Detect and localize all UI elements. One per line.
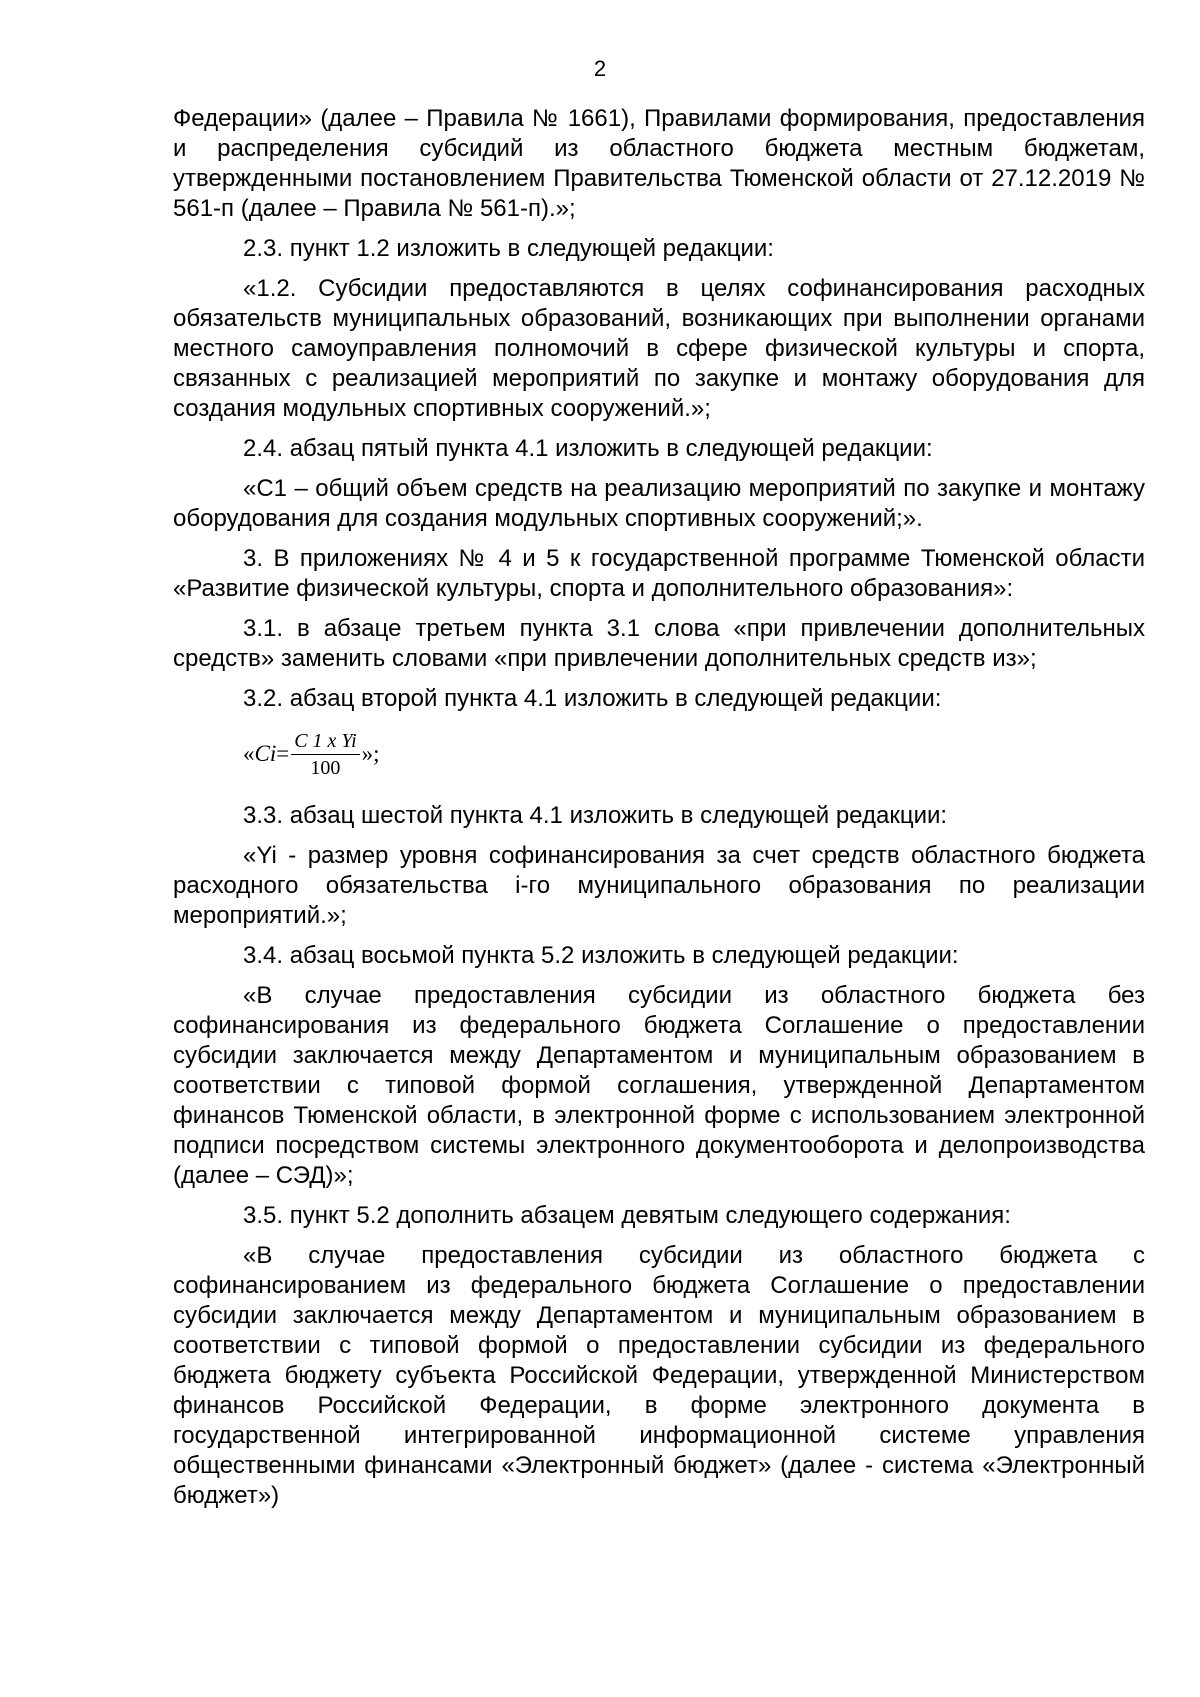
page-number: 2: [593, 56, 607, 81]
paragraph-quote-with-federal: «В случае предоставления субсидии из областного бюджета с софинансированием из федерального бюджета Соглашение о предоставлении субсидии заключается между Департаментом и муниципальным образованием в соответствии с типовой формой о предоставлении субсидии из федерального бюджета бюджету субъекта Российской Федерации, утвержденной Министерством финансов Российской Федерации, в форме электронного документа в государственной интегрированной информационной системе управления общественными финансами «Электронный бюджет» (далее - система «Электронный бюджет»): [173, 1242, 1145, 1509]
paragraph-item-3-1: 3.1. в абзаце третьем пункта 3.1 слова «при привлечении дополнительных средств» заменить словами «при привлечении дополнительных средств из»;: [173, 615, 1145, 672]
paragraph-item-3-5: 3.5. пункт 5.2 дополнить абзацем девятым следующего содержания:: [243, 1202, 1011, 1229]
document-body: [173, 104, 1145, 1521]
paragraph-quote-1-2: «1.2. Субсидии предоставляются в целях софинансирования расходных обязательств муниципальных образований, возникающих при выполнении органами местного самоуправления полномочий в сфере физической культуры и спорта, связанных с реализацией мероприятий по закупке и монтажу оборудования для создания модульных спортивных сооружений.»;: [173, 275, 1145, 422]
paragraph-item-2-4: 2.4. абзац пятый пункта 4.1 изложить в следующей редакции:: [243, 435, 933, 462]
formula-close: »;: [361, 741, 380, 766]
formula-equals: =: [276, 741, 290, 766]
paragraph-quote-without-federal: «В случае предоставления субсидии из областного бюджета без софинансирования из федерального бюджета Соглашение о предоставлении субсидии заключается между Департаментом и муниципальным образованием в соответствии с типовой формой соглашения, утвержденной Департаментом финансов Тюменской области, в электронной форме с использованием электронной подписи посредством системы электронного документооборота и делопроизводства (далее – СЭД)»;: [173, 982, 1145, 1189]
paragraph-continuation: Федерации» (далее – Правила № 1661), Правилами формирования, предоставления и распределения субсидий из областного бюджета местным бюджетам, утвержденными постановлением Правительства Тюменской области от 27.12.2019 № 561-п (далее – Правила № 561-п).»;: [173, 105, 1145, 222]
paragraph-quote-c1: «С1 – общий объем средств на реализацию мероприятий по закупке и монтажу оборудования для создания модульных спортивных сооружений;».: [173, 475, 1145, 532]
paragraph-item-3: 3. В приложениях № 4 и 5 к государственной программе Тюменской области «Развитие физической культуры, спорта и дополнительного образования»:: [173, 545, 1145, 602]
paragraph-item-3-4: 3.4. абзац восьмой пункта 5.2 изложить в следующей редакции:: [243, 942, 959, 969]
formula-numerator: C 1 x Yi: [291, 730, 359, 755]
paragraph-item-3-3: 3.3. абзац шестой пункта 4.1 изложить в следующей редакции:: [243, 802, 948, 829]
formula-lhs: Ci: [254, 741, 277, 766]
paragraph-quote-yi: «Yi - размер уровня софинансирования за счет средств областного бюджета расходного обязательства i-го муниципального образования по реализации мероприятий.»;: [173, 842, 1145, 929]
paragraph-item-3-2: 3.2. абзац второй пункта 4.1 изложить в следующей редакции:: [243, 685, 942, 712]
formula-denominator: 100: [310, 756, 341, 779]
formula-open-quote: «: [243, 741, 255, 766]
paragraph-item-2-3: 2.3. пункт 1.2 изложить в следующей редакции:: [243, 235, 774, 262]
formula-ci: [173, 723, 1145, 787]
formula-fraction: [291, 730, 359, 779]
